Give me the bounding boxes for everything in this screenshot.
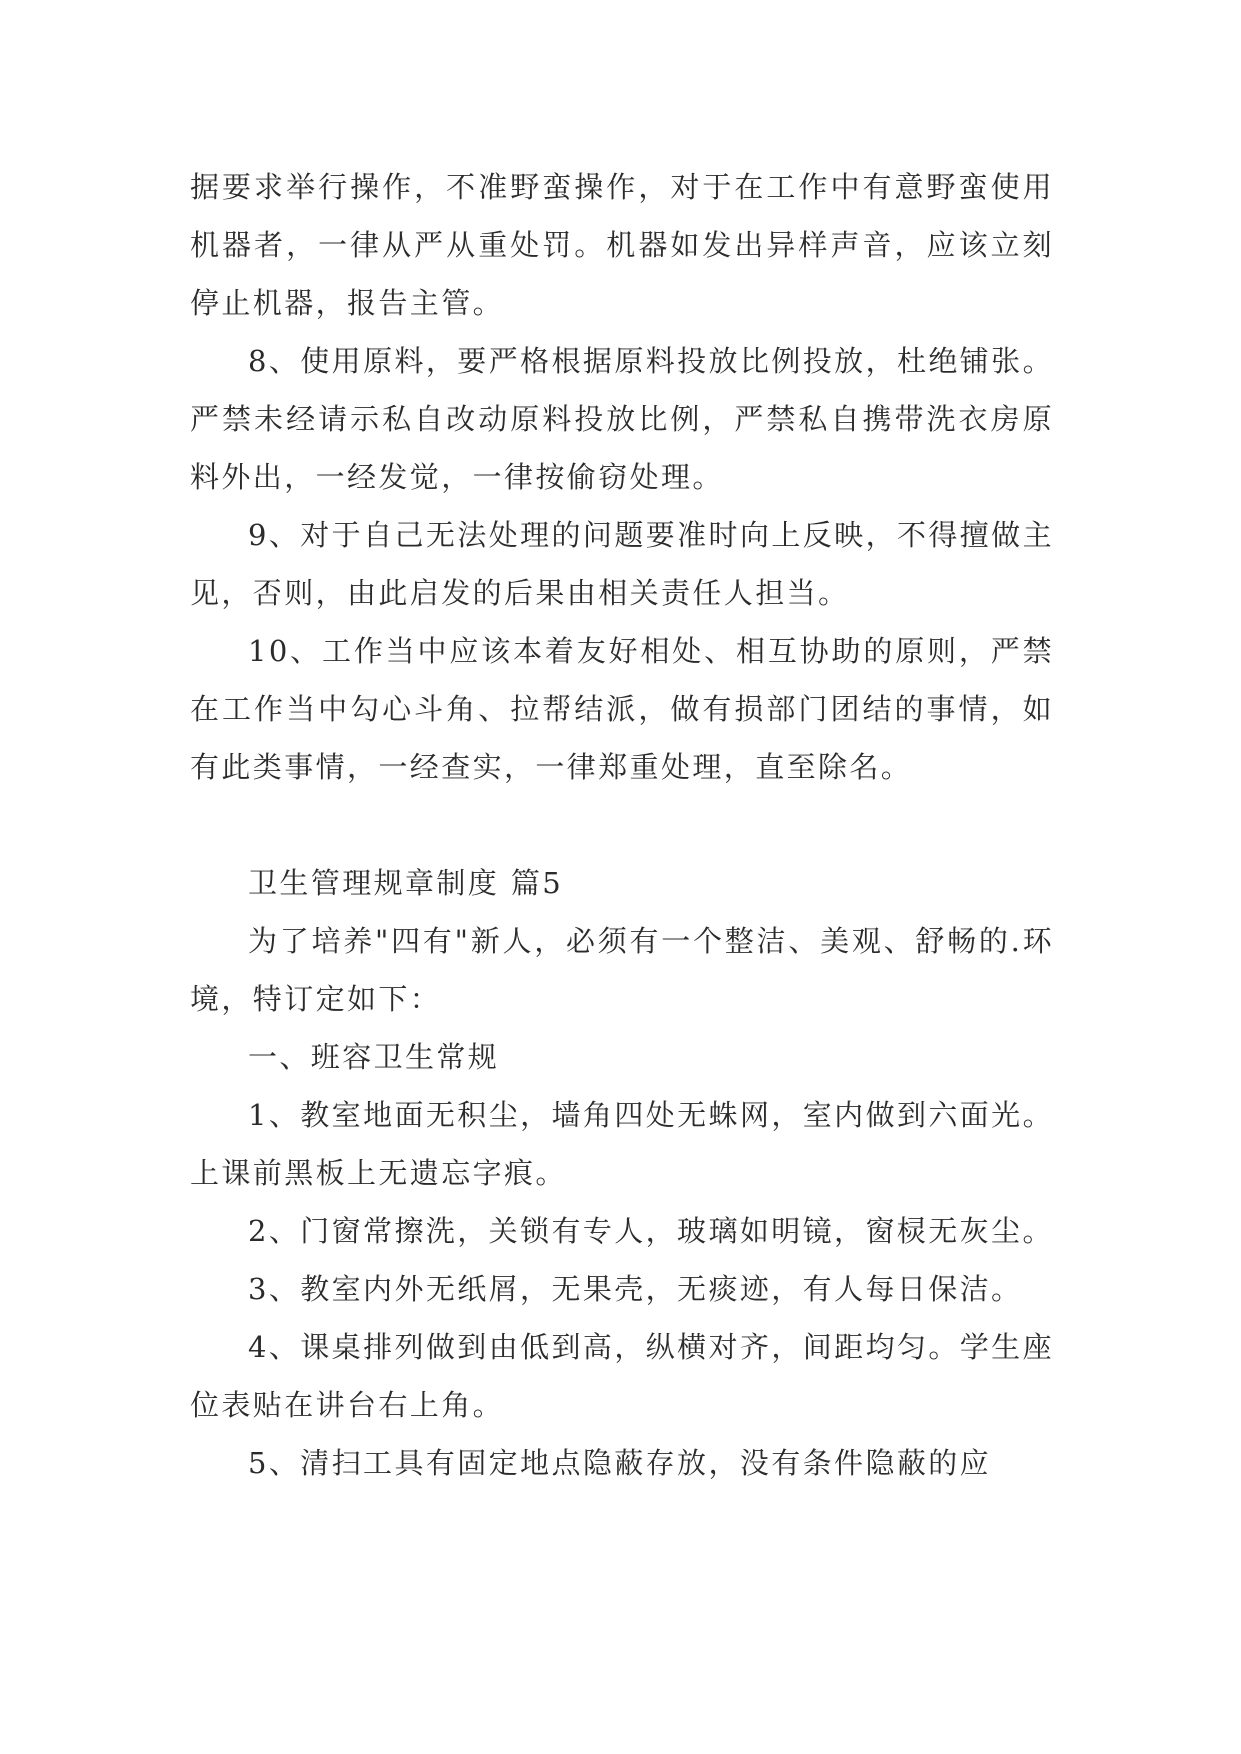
rule-item-1: 1、教室地面无积尘，墙角四处无蛛网，室内做到六面光。上课前黑板上无遗忘字痕。 — [190, 1098, 1054, 1190]
rule-item-2: 2、门窗常擦洗，关锁有专人，玻璃如明镜，窗棂无灰尘。 — [248, 1214, 1054, 1248]
rule-item-3: 3、教室内外无纸屑，无果壳，无痰迹，有人每日保洁。 — [248, 1272, 1023, 1306]
document-body — [190, 158, 1054, 1492]
rule-item-4: 4、课桌排列做到由低到高，纵横对齐，间距均匀。学生座位表贴在讲台右上角。 — [190, 1330, 1054, 1422]
paragraph-continuation: 据要求举行操作，不准野蛮操作，对于在工作中有意野蛮使用机器者，一律从严从重处罚。机器如发出异样声音，应该立刻停止机器，报告主管。 — [190, 170, 1054, 320]
paragraph-item-8: 8、使用原料，要严格根据原料投放比例投放，杜绝铺张。严禁未经请示私自改动原料投放比例，严禁私自携带洗衣房原料外出，一经发觉，一律按偷窃处理。 — [190, 344, 1054, 494]
section-heading: 卫生管理规章制度 篇5 — [248, 866, 564, 900]
intro-paragraph: 为了培养"四有"新人，必须有一个整洁、美观、舒畅的.环境，特订定如下： — [190, 924, 1054, 1016]
rule-item-5: 5、清扫工具有固定地点隐蔽存放，没有条件隐蔽的应 — [248, 1446, 992, 1480]
paragraph-item-9: 9、对于自己无法处理的问题要准时向上反映，不得擅做主见，否则，由此启发的后果由相关责任人担当。 — [190, 518, 1054, 610]
paragraph-item-10: 10、工作当中应该本着友好相处、相互协助的原则，严禁在工作当中勾心斗角、拉帮结派，做有损部门团结的事情，如有此类事情，一经查实，一律郑重处理，直至除名。 — [190, 634, 1054, 784]
subsection-heading: 一、班容卫生常规 — [248, 1040, 500, 1074]
section-spacer — [190, 796, 1054, 854]
